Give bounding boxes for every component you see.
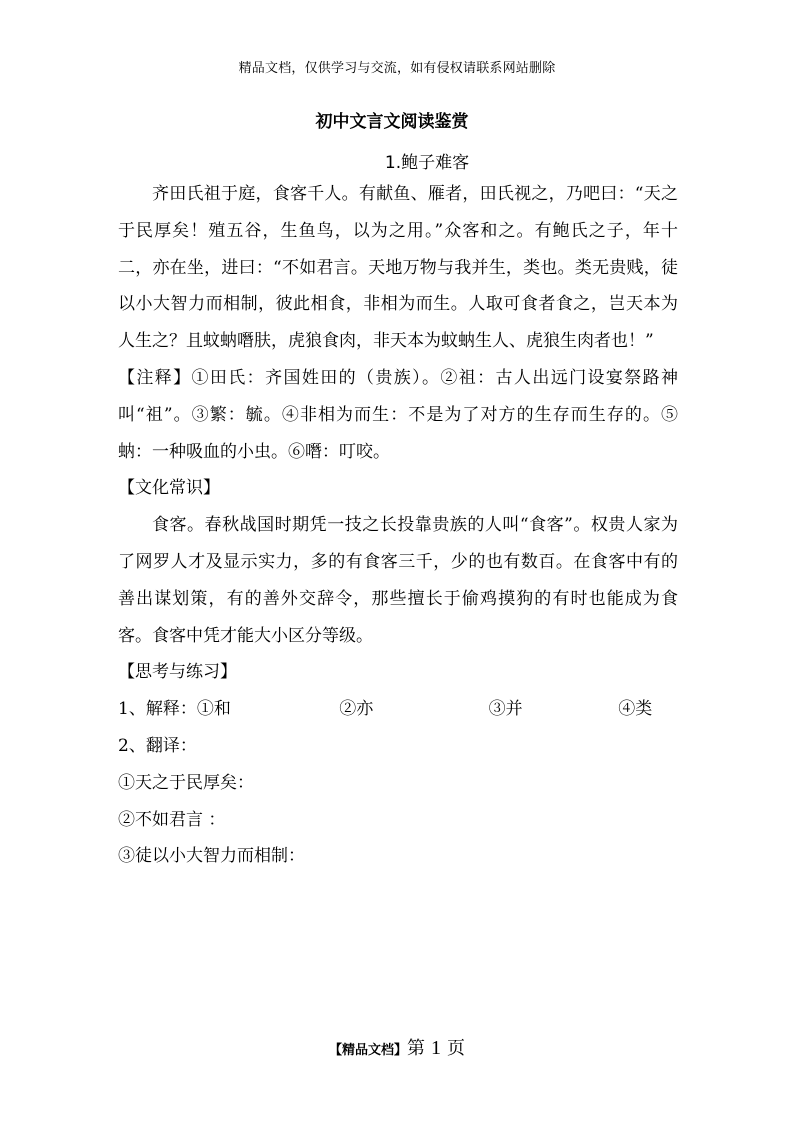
article-subtitle: [0, 148, 794, 173]
exercise-q2-item: ①天之于民厚矣：: [118, 772, 254, 793]
exercise-q1-item-b: ②亦: [339, 699, 374, 720]
passage-paragraph: 齐田氏祖于庭，食客千人。有献鱼、雁者，田氏视之，乃吧曰：“天之于民厚矣！殖五谷，生鱼鸟，以为之用。”众客和之。有鲍氏之子，年十二，亦在坐，进曰：“不如君言。天地万物与我并生，类也。类无贵贱，徒以小大智力而相制，彼此相食，非相为而生。人取可食者食之，岂天本为人生之？且蚊蚋噆肤，虎狼食肉，非天本为蚊蚋生人、虎狼生肉者也！”: [118, 184, 678, 352]
footer-tag: 【精品文档】: [328, 1043, 407, 1058]
exercises-heading: 【思考与练习】: [118, 662, 237, 683]
culture-heading: 【文化常识】: [118, 478, 220, 499]
document-title: [0, 107, 794, 132]
page-footer: [0, 1034, 794, 1060]
document-title-text: 初中文言文阅读鉴赏: [315, 112, 469, 132]
exercise-q1-item-c: ③并: [488, 699, 523, 720]
notes-paragraph: 【注释】①田氏：齐国姓田的（贵族）。②祖：古人出远门设宴祭路神叫“祖”。③繁：毓。④非相为而生：不是为了对方的生存而生存的。⑤蚋：一种吸血的小虫。⑥噆：叮咬。: [118, 367, 678, 462]
exercise-q1-item-d: ④类: [618, 699, 653, 720]
exercise-q1: [118, 691, 678, 728]
document-body: [118, 176, 678, 875]
footer-prefix: 第: [407, 1038, 425, 1059]
footer-suffix: 页: [447, 1038, 465, 1059]
article-subtitle-text: 1.鲍子难客: [384, 153, 470, 173]
exercise-q2-item: ③徒以小大智力而相制：: [118, 846, 305, 867]
header-disclaimer: 精品文档，仅供学习与交流，如有侵权请联系网站删除: [238, 61, 556, 76]
exercise-q2-label: 2、翻译：: [118, 735, 197, 756]
page-number: 1: [431, 1037, 441, 1059]
exercise-q2-item: ②不如君言 ：: [118, 809, 226, 830]
exercise-q1-item-a: 1、解释：①和: [118, 699, 231, 720]
culture-paragraph: 食客。春秋战国时期凭一技之长投靠贵族的人叫“食客”。权贵人家为了网罗人才及显示实力，多的有食客三千，少的也有数百。在食客中有的善出谋划策，有的善外交辞令，那些擅长于偷鸡摸狗的有时也能成为食客。食客中凭才能大小区分等级。: [118, 515, 678, 646]
